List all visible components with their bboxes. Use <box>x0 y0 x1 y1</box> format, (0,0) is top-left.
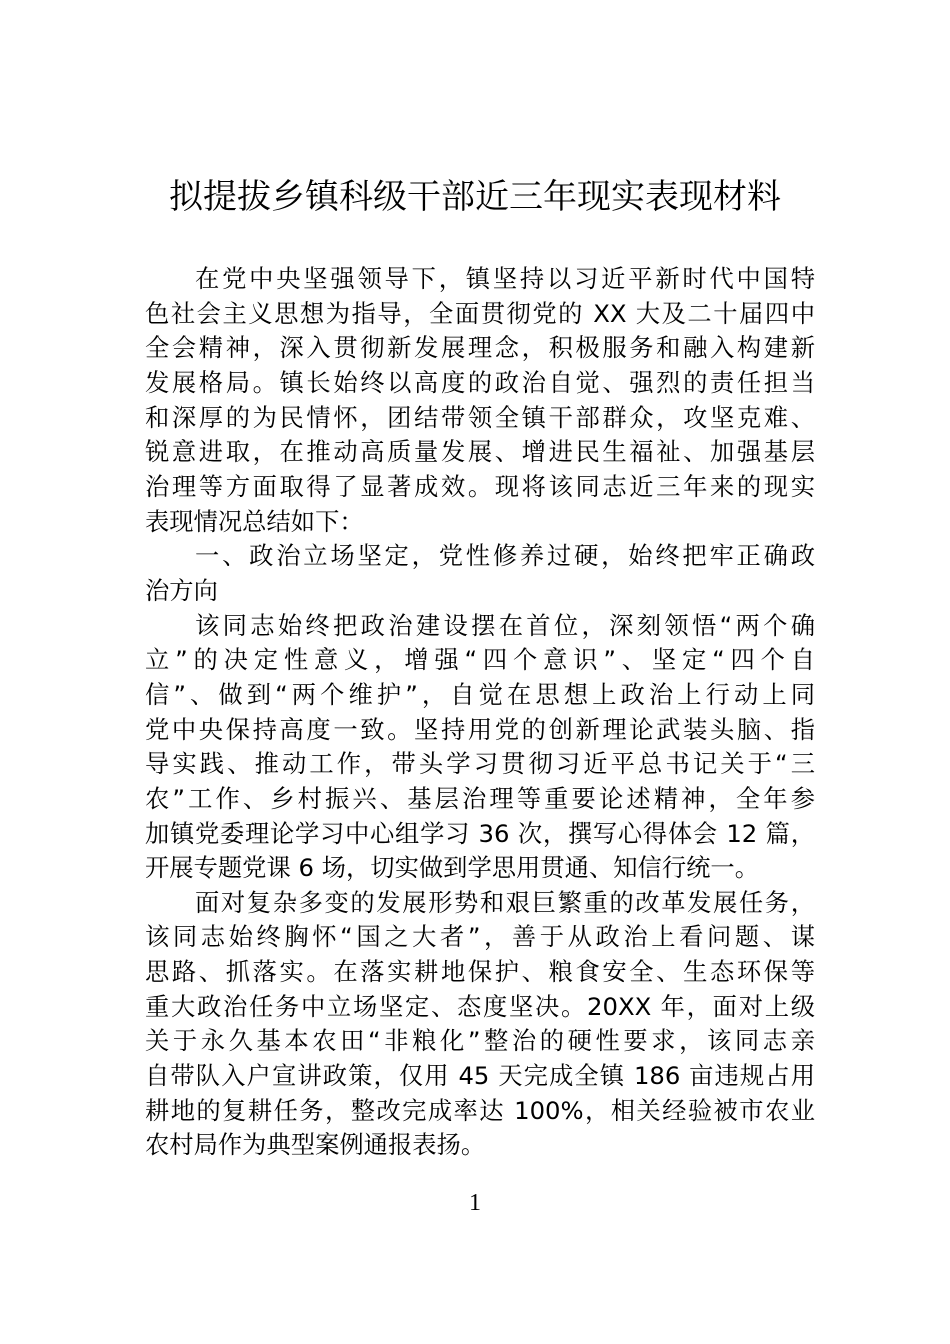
text-line: 该同志始终把政治建设摆在首位，深刻领悟“两个确 <box>195 610 815 640</box>
text-line: 色社会主义思想为指导，全面贯彻党的 XX 大及二十届四中 <box>145 298 815 328</box>
text-line: 开展专题党课 6 场，切实做到学思用贯通、知信行统一。 <box>145 853 760 883</box>
text-line: 自带队入户宣讲政策，仅用 45 天完成全镇 186 亩违规占用 <box>145 1061 815 1091</box>
paragraph-political-study <box>145 609 815 886</box>
text-line: 耕地的复耕任务，整改完成率达 100%，相关经验被市农业 <box>145 1095 815 1125</box>
text-line: 表现情况总结如下： <box>145 506 364 536</box>
text-line: 重大政治任务中立场坚定、态度坚决。20XX 年，面对上级 <box>145 991 815 1021</box>
text-line: 农”工作、乡村振兴、基层治理等重要论述精神，全年参 <box>145 783 815 813</box>
text-line: 加镇党委理论学习中心组学习 36 次，撰写心得体会 12 篇， <box>145 818 815 848</box>
text-line: 全会精神，深入贯彻新发展理念，积极服务和融入构建新 <box>145 333 815 363</box>
section-heading-1 <box>145 539 815 608</box>
text-line: 治理等方面取得了显著成效。现将该同志近三年来的现实 <box>145 471 815 501</box>
text-line: 该同志始终胸怀“国之大者”，善于从政治上看问题、谋 <box>145 922 815 952</box>
text-line: 农村局作为典型案例通报表扬。 <box>145 1130 486 1160</box>
document-body <box>145 262 815 1163</box>
heading-line: 治方向 <box>145 575 218 605</box>
text-line: 和深厚的为民情怀，团结带领全镇干部群众，攻坚克难、 <box>145 402 815 432</box>
text-line: 在党中央坚强领导下，镇坚持以习近平新时代中国特 <box>195 264 815 293</box>
text-line: 关于永久基本农田“非粮化”整治的硬性要求，该同志亲 <box>145 1026 815 1056</box>
text-line: 锐意进取，在推动高质量发展、增进民生福祉、加强基层 <box>145 437 815 467</box>
document-title: 拟提拔乡镇科级干部近三年现实表现材料 <box>169 177 781 217</box>
text-line: 党中央保持高度一致。坚持用党的创新理论武装头脑、指 <box>145 714 815 744</box>
text-line: 立”的决定性意义，增强“四个意识”、坚定“四个自 <box>145 645 815 675</box>
paragraph-intro <box>145 262 815 539</box>
text-line: 面对复杂多变的发展形势和艰巨繁重的改革发展任务， <box>195 887 815 917</box>
text-line: 发展格局。镇长始终以高度的政治自觉、强烈的责任担当 <box>145 367 815 397</box>
text-line: 信”、做到“两个维护”，自觉在思想上政治上行动上同 <box>145 679 815 709</box>
page-number: 1 <box>469 1190 481 1216</box>
heading-line: 一、政治立场坚定，党性修养过硬，始终把牢正确政 <box>195 541 815 571</box>
text-line: 思路、抓落实。在落实耕地保护、粮食安全、生态环保等 <box>145 957 815 987</box>
paragraph-political-tasks <box>145 886 815 1163</box>
text-line: 导实践、推动工作，带头学习贯彻习近平总书记关于“三 <box>145 749 815 779</box>
